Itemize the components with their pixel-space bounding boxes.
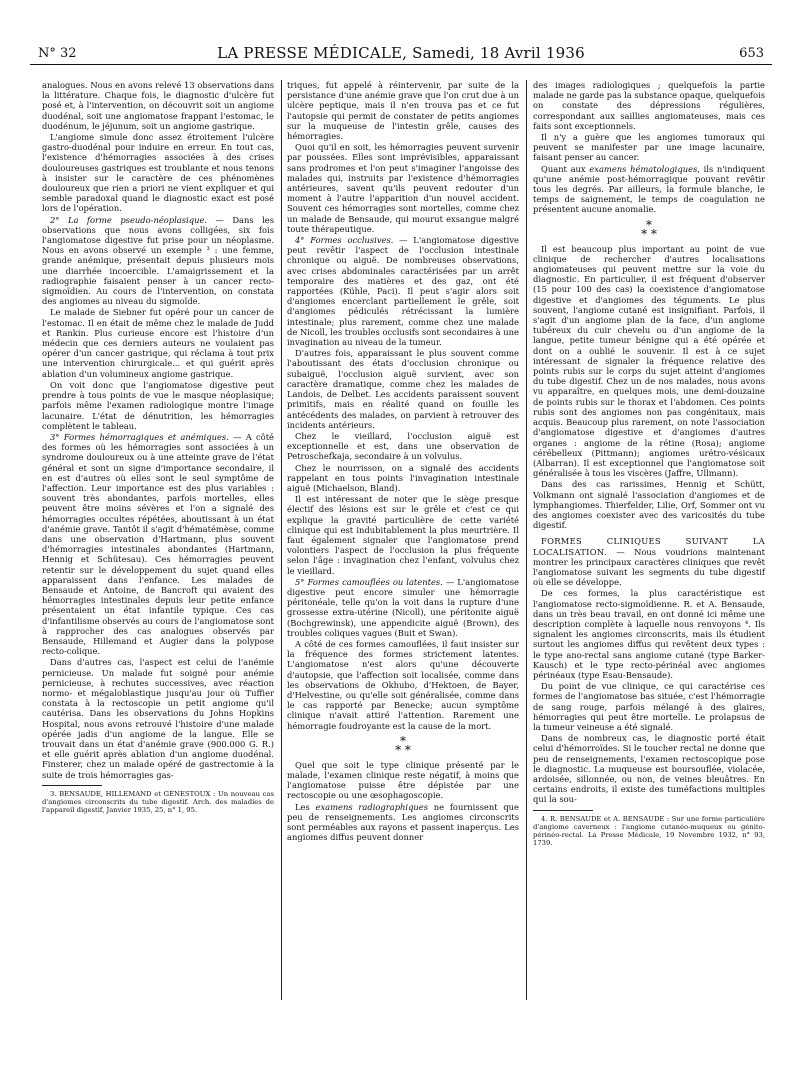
paragraph: Il est intéressant de noter que le siège presque électif des lésions est sur le grêle et c'est ce qui explique la gravité particulière de cette variété clinique qui est indubitablement la plus meurtrière. Il faut également signaler que l'angiomatose prend volontiers l'aspect de l'occlusion la plus fréquente selon l'âge : invagination chez l'enfant, volvulus chez le vieillard. bbox=[287, 494, 519, 576]
section-separator: * * * bbox=[641, 217, 657, 241]
footnote: 3. BENSAUDE, HILLEMAND et GÉNESTOUX : Un nouveau cas d'angiomes circonscrits du tube digestif. Arch. des maladies de l'appareil digestif, Janvier 1935, 25, n° 1, 95. bbox=[42, 789, 274, 814]
paragraph: analogues. Nous en avons relevé 13 observations dans la littérature. Chaque fois, le diagnostic d'ulcère fut posé et, à l'intervention, on découvrit soit un angiome duodénal, soit une angiomatose frappant l'estomac, le duodénum, le jéjunum, soit un angiome gastrique. bbox=[42, 80, 274, 131]
footnote: 4. R. BENSAUDE et A. BENSAUDE : Sur une forme particulière d'angiome caverneux : l'angiome cutanéo-muqueux ou génito-périnéo-rectal. La Presse Médicale, 19 Novembre 1932, n° 93, 1739. bbox=[533, 814, 765, 847]
paragraph: des images radiologiques ; quelquefois la partie malade ne garde pas la substance opaque, quelquefois on constate des dépressions régulières, correspondant aux saillies angiomateuses, mais ces faits sont exceptionnels. bbox=[533, 80, 765, 131]
paragraph-text: — Dans les observations que nous avons colligées, six fois l'angiomatose digestive fut prise pour un néoplasme. Nous en avons observé un exemple ³ : une femme, grande anémique, présentait depuis plusieurs mois une diarrhée incoercible. L'amaigrissement et la radiographie faisaient penser à un cancer recto-sigmoïdien. Au cours de l'intervention, on constata des angiomes au niveau du sigmoïde. bbox=[42, 214, 274, 307]
column-divider bbox=[281, 80, 282, 1000]
paragraph bbox=[533, 536, 765, 587]
paragraph: Quoi qu'il en soit, les hémorragies peuvent survenir par poussées. Elles sont imprévisibles, apparaissant sans prodromes et l'on peut s'imaginer l'angoisse des malades qui, instruits par l'existence d'hémorragies antérieures, savent qu'ils peuvent redouter d'un moment à l'autre l'apparition d'un nouvel accident. Souvent ces hémorragies sont mortelles, comme chez un malade de Bensaude, qui mourut exsangue malgré toute thérapeutique. bbox=[287, 142, 519, 234]
page-number: 653 bbox=[739, 46, 764, 61]
paragraph bbox=[533, 164, 765, 215]
paragraph-text: ne fournissent que peu de renseignements. Les angiomes circonscrits sont perméables aux rayons et passent inaperçus. Les angiomes diffus peuvent donner bbox=[287, 801, 519, 843]
journal-title: LA PRESSE MÉDICALE, Samedi, 18 Avril 1936 bbox=[217, 44, 585, 62]
paragraph: D'autres fois, apparaissant le plus souvent comme l'aboutissant des états d'occlusion chronique ou subaiguë, l'occlusion aiguë survient, avec son caractère dramatique, comme chez les malades de Landois, de Delbet. Les accidents paraissent souvent primitifs, mais en réalité quand on fouille les antécédents des malades, on parvient à retrouver des incidents antérieurs. bbox=[287, 348, 519, 430]
section-heading: 4° Formes occlusives. bbox=[295, 235, 394, 246]
column-divider bbox=[526, 80, 527, 1000]
paragraph-text: — L'angiomatose digestive peut revêtir l'aspect de l'occlusion intestinale chronique ou aiguë. De nombreuses observations, avec crises abdominales caractérisées par un arrêt temporaire des matières et des gaz, ont été rapportées (Kühle, Paci). Il peut s'agir alors soit d'angiomes encerclant partiellement le grêle, soit d'angiomes pédiculés rétrécissant la lumière intestinale; plus rarement, comme chez une malade de Nicoll, les troubles occlusifs sont secondaires à une invagination au niveau de la tumeur. bbox=[287, 235, 519, 348]
paragraph-text: Quant aux bbox=[541, 163, 590, 174]
section-heading: 5° Formes camouflées ou latentes. bbox=[295, 576, 443, 587]
paragraph: Dans d'autres cas, l'aspect est celui de l'anémie pernicieuse. Un malade fut soigné pour anémie pernicieuse, à rechutes successives, avec réaction normo- et mégaloblastique jusqu'au jour où Tuffier constata à la rectoscopie un petit angiome qu'il cautérisa. Dans les observations du Johns Hopkins Hospital, nous avons retrouvé l'histoire d'une malade opérée jadis d'un angiome de la langue. Elle se trouvait dans un état d'anémie grave (900.000 G. R.) et elle guérit après ablation d'un angiome duodénal. Finsterer, chez un malade opéré de gastrectomie à la suite de trois hémorragies gas- bbox=[42, 657, 274, 780]
paragraph-text: — L'angiomatose digestive peut encore simuler une hémorragie péritonéale, telle qu'on la voit dans la rupture d'une grossesse extra-utérine (Nicoll), une péritonite aiguë (Bochgrewinsk), une appendicite aiguë (Brown), des troubles coliques vagues (Buit et Swan). bbox=[287, 576, 519, 638]
paragraph-text: Les bbox=[295, 801, 316, 812]
paragraph: A côté de ces formes camouflées, il faut insister sur la fréquence des formes strictement latentes. L'angiomatose n'est alors qu'une découverte d'autopsie, que l'affection soit localisée, comme dans les observations de Okhubo, d'Hektoen, de Bayer, d'Helvestine, ou qu'elle soit généralisée, comme dans le cas rapporté par Benecke; aucun symptôme clinique n'avait attiré l'attention. Rarement une hémorragie foudroyante est la cause de la mort. bbox=[287, 638, 519, 731]
paragraph: Du point de vue clinique, ce qui caractérise ces formes de l'angiomatose bas située, c'est l'hémorragie de sang rouge, parfois mélangé à des glaires, hémorragies qui peut être mortelle. Le prolapsus de la tumeur veineuse a été signalé. bbox=[533, 681, 765, 732]
paragraph: Quel que soit le type clinique présenté par le malade, l'examen clinique reste négatif, à moins que l'angiomatose puisse être dépistée par une rectoscopie ou une œsophagoscopie. bbox=[287, 759, 519, 801]
page-header bbox=[30, 40, 772, 65]
paragraph: De ces formes, la plus caractéristique est l'angiomatose recto-sigmoïdienne. R. et A. Bensaude, dans un très beau travail, en ont donné ici même une description complète à laquelle nous renvoyons ⁴. Ils signalent les angiomes circonscrits, mais ils étudient surtout les angiomes diffus qui revêtent deux types : le type ano-rectal sans angiome cutané (type Barker-Kausch) et le type recto-périnéal avec angiomes périnéaux (type Esau-Bensaude). bbox=[533, 588, 765, 680]
column-right bbox=[533, 80, 765, 1040]
emphasis: examens radiographiques bbox=[315, 801, 429, 812]
paragraph: Dans des cas rarissimes, Hennig et Schütt, Volkmann ont signalé l'association d'angiomes et de lymphangiomes. Thierfelder, Lilie, Orf, Sommer ont vu des angiomes coexister avec des varicosités du tube digestif. bbox=[533, 479, 765, 531]
paragraph bbox=[42, 215, 274, 307]
paragraph: Le malade de Siebner fut opéré pour un cancer de l'estomac. Il en était de même chez le malade de Judd et Rankin. Plus curieuse encore est l'histoire d'un médecin que ces derniers auteurs ne voulaient pas opérer d'un cancer gastrique, qui réclama à tout prix une intervention chirurgicale... et qui guérit après ablation d'un volumineux angiome gastrique. bbox=[42, 307, 274, 379]
paragraph bbox=[287, 577, 519, 638]
footnote-divider bbox=[533, 810, 593, 811]
paragraph: Dans de nombreux cas, le diagnostic porté était celui d'hémorroïdes. Si le toucher rectal ne donne que peu de renseignements, l'examen rectoscopique pose le diagnostic. La muqueuse est boursouflée, violacée, ardoisée, sillonnée, ou non, de veines bleuâtres. En certains endroits, il existe des tuméfactions multiples qui la sou- bbox=[533, 733, 765, 805]
paragraph: Chez le vieillard, l'occlusion aiguë est exceptionnelle et est, dans une observation de Petroschefkaja, secondaire à un volvulus. bbox=[287, 430, 519, 462]
footnote-divider bbox=[42, 785, 102, 786]
paragraph: Il n'y a guère que les angiomes tumoraux qui peuvent se manifester par une image lacunaire, faisant penser au cancer. bbox=[533, 132, 765, 163]
paragraph bbox=[287, 802, 519, 843]
paragraph-text: — Nous voudrions maintenant montrer les principaux caractères cliniques que revêt l'angiomatose suivant les segments du tube digestif où elle se développe. bbox=[533, 546, 765, 588]
column-left bbox=[42, 80, 274, 1040]
section-heading: 3° Formes hémorragiques et anémiques. bbox=[50, 431, 229, 442]
paragraph: Chez le nourrisson, on a signalé des accidents rappelant en tous points l'invagination intestinale aiguë (Michaelson, Bland). bbox=[287, 462, 519, 493]
column-middle bbox=[287, 80, 519, 1040]
paragraph-text: — A côté des formes où les hémorragies sont associées à un syndrome douloureux ou à une atteinte grave de l'état général et sont un signe d'importance secondaire, il en est d'autres où elles sont le seul symptôme de l'affection. Leur importance est des plus variables : souvent très abondantes, parfois mortelles, elles peuvent être moins sévères et l'on a signalé des hémorragies occultes répétées, aboutissant à un état d'anémie grave. Tantôt il s'agit d'hématémèse, comme dans une observation d'Hartmann, plus souvent d'hémorragies intestinales abondantes (Hartmann, Hennig et Schütesau). Ces hémorragies peuvent retentir sur le développement du sujet quand elles apparaissent dans l'enfance. Les malades de Bensaude et Antoine, de Bancroft qui avaient des hémorragies intestinales depuis leur petite enfance présentaient un état infantile typique. Ces cas d'infantilisme observés au cours de l'angiomatose sont à rapprocher des cas analogues observés par Bensaude, Hillemand et Augier dans la polypose recto-colique. bbox=[42, 431, 274, 657]
paragraph-text: , ils n'indiquent qu'une anémie post-hémorragique pouvant revêtir tous les degrés. Par ailleurs, la formule blanche, le temps de saignement, le temps de coagulation ne présentent aucune anomalie. bbox=[533, 163, 765, 215]
section-heading: FORMES CLINIQUES SUIVANT LA LOCALISATION. bbox=[533, 536, 765, 557]
paragraph bbox=[287, 235, 519, 347]
section-separator: * * * bbox=[395, 733, 411, 757]
paragraph: On voit donc que l'angiomatose digestive peut prendre à tous points de vue le masque néoplasique; parfois même l'examen radiologique montre l'image lacunaire. L'état de dénutrition, les hémorragies complètent le tableau. bbox=[42, 379, 274, 431]
section-heading: 2° La forme pseudo-néoplasique. bbox=[50, 214, 208, 225]
paragraph: triques, fut appelé à réintervenir, par suite de la persistance d'une anémie grave que l'on crut due à un ulcère peptique, mais il n'en trouva pas et ce fut l'autopsie qui permit de constater de petits angiomes sur la muqueuse de l'intestin grêle, causes des hémorragies. bbox=[287, 80, 519, 142]
paragraph: Il est beaucoup plus important au point de vue clinique de rechercher d'autres localisations angiomateuses qui peuvent mettre sur la voie du diagnostic. En particulier, il est fréquent d'observer (15 pour 100 des cas) la coexistence d'angiomatose digestive et d'angiomes des téguments. Le plus souvent, l'angiome cutané est insignifiant. Parfois, il s'agit d'un angiome plan de la face, d'un angiome tubéreux du cuir chevelu ou d'un angiome de la langue, petite tumeur bénigne qui a été opérée et dont on a oublié le souvenir. Il est à ce sujet intéressant de signaler la fréquence relative des points rubis sur le corps du sujet atteint d'angiomes du tube digestif. Chez un de nos malades, nous avons vu apparaître, en quelques mois, une demi-douzaine de points rubis sur le thorax et l'abdomen. Ces points rubis sont des angiomes non pas congénitaux, mais acquis. Beaucoup plus rarement, on note l'association d'angiomatose digestive et d'angiomes d'autres organes : angiome de la rétine (Rosa); angiome cérébelleux (Pittmann); angiomes urétro-vésicaux (Albarran). Il est exceptionnel que l'angiomatose soit généralisée à tous les viscères (Jaffre, Ullmann). bbox=[533, 243, 765, 479]
paragraph: L'angiome simule donc assez étroitement l'ulcère gastro-duodénal pour induire en erreur. En tout cas, l'existence d'hémorragies associées à des crises douloureuses gastriques est troublante et nous tenons à insister sur le caractère de ces phénomènes douloureux que rien a priori ne vient expliquer et qui semble paradoxal quand le diagnostic exact est posé lors de l'opération. bbox=[42, 132, 274, 214]
paragraph bbox=[42, 432, 274, 656]
emphasis: examens hématologiques bbox=[589, 163, 698, 174]
issue-number: N° 32 bbox=[38, 46, 77, 61]
